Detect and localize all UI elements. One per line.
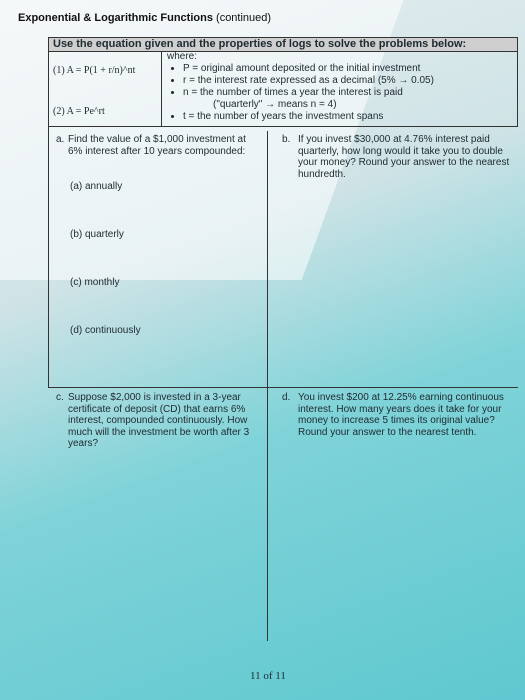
problem-b: [278, 134, 518, 180]
problem-d: [278, 392, 518, 438]
problem-a-label: a.: [56, 134, 65, 145]
formula-compound: (1) A = P(1 + r/n)^nt: [53, 65, 136, 76]
formulas-column: [49, 51, 162, 126]
def-n-example: ("quarterly" → means n = 4): [213, 99, 337, 110]
part-annually: (a) annually: [70, 181, 123, 192]
part-continuously: (d) continuously: [70, 325, 141, 336]
definitions: [163, 51, 515, 126]
part-quarterly: (b) quarterly: [70, 229, 124, 240]
definition-list: [163, 63, 515, 123]
part-monthly: (c) monthly: [70, 277, 120, 288]
problem-d-text: You invest $200 at 12.25% earning continuous interest. How many years does it take for your money to increase 5 times its original value? Round your answer to the nearest tenth.: [298, 392, 504, 438]
def-r: • r = the interest rate expressed as a decimal (5% → 0.05): [183, 75, 515, 87]
title-main: Exponential & Logarithmic Functions: [18, 12, 213, 24]
where-label: where:: [167, 51, 198, 62]
problem-c-label: c.: [56, 392, 64, 403]
problem-b-text: If you invest $30,000 at 4.76% interest paid quarterly, how long would it take you to double your money? Round your answer to the nearest hundredth.: [298, 134, 510, 180]
problem-d-label: d.: [282, 392, 291, 403]
grid-line-horizontal: [48, 387, 518, 388]
formula-box: [48, 37, 518, 127]
page-number: 11 of 11: [250, 670, 286, 682]
problem-c: [48, 392, 263, 450]
problem-b-label: b.: [282, 134, 291, 145]
title-continued: (continued): [216, 12, 272, 24]
def-n: • n = the number of times a year the interest is paid: [183, 87, 515, 99]
grid-line-left: [48, 127, 49, 387]
formula-continuous: (2) A = Pe^rt: [53, 106, 105, 117]
page-title: [18, 12, 271, 24]
problem-a: [48, 134, 263, 157]
def-t: • t = the number of years the investment spans: [183, 111, 515, 123]
instructions-header: Use the equation given and the properties of logs to solve the problems below:: [49, 38, 517, 52]
problem-a-text: Find the value of a $1,000 investment at 6% interest after 10 years compounded:: [68, 134, 246, 157]
grid-line-vertical: [267, 131, 268, 641]
problem-c-text: Suppose $2,000 is invested in a 3-year certificate of deposit (CD) that earns 6% interest, compounded continuously. How much will the investment be worth after 3 years?: [68, 392, 250, 449]
def-p: • P = original amount deposited or the initial investment: [183, 63, 515, 75]
